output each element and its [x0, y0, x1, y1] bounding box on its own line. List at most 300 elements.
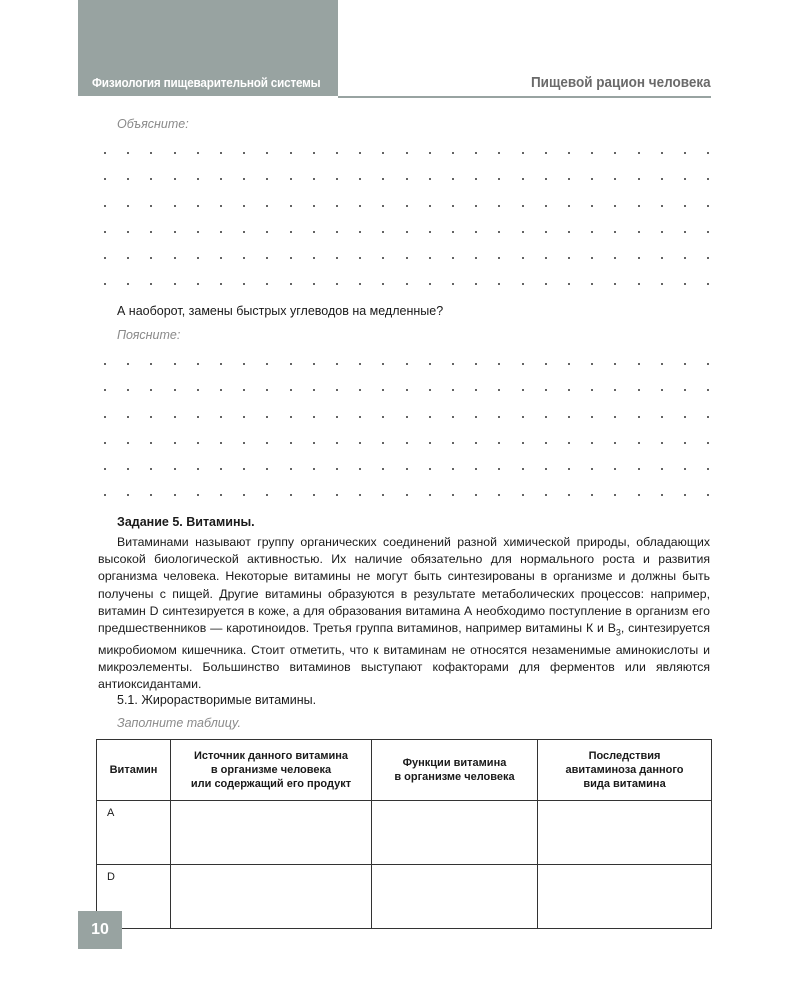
grid-dot: [429, 442, 431, 444]
grid-dot: [336, 494, 338, 496]
grid-dot: [127, 442, 129, 444]
grid-dot: [406, 178, 408, 180]
grid-dot: [290, 468, 292, 470]
grid-dot: [336, 152, 338, 154]
grid-dot: [638, 231, 640, 233]
grid-dot: [429, 152, 431, 154]
grid-dot: [197, 178, 199, 180]
grid-dot: [359, 468, 361, 470]
grid-dot: [684, 416, 686, 418]
cell-functions-input[interactable]: [372, 865, 538, 929]
grid-dot: [382, 416, 384, 418]
grid-dot: [382, 494, 384, 496]
grid-dot: [707, 416, 709, 418]
grid-dot: [661, 494, 663, 496]
grid-dot: [591, 283, 593, 285]
grid-dot: [545, 152, 547, 154]
grid-dot: [359, 416, 361, 418]
grid-dot: [429, 178, 431, 180]
grid-dot: [522, 416, 524, 418]
header-source: [171, 740, 372, 801]
grid-dot: [243, 205, 245, 207]
grid-dot: [568, 152, 570, 154]
grid-dot: [150, 416, 152, 418]
grid-dot: [359, 205, 361, 207]
table-row: [97, 801, 712, 865]
grid-dot: [243, 231, 245, 233]
grid-dot: [220, 231, 222, 233]
grid-dot: [707, 283, 709, 285]
grid-dot: [336, 178, 338, 180]
grid-dot: [266, 231, 268, 233]
grid-dot: [684, 178, 686, 180]
grid-dot: [127, 152, 129, 154]
grid-dot: [545, 416, 547, 418]
grid-dot: [243, 363, 245, 365]
grid-dot: [429, 205, 431, 207]
grid-dot: [197, 283, 199, 285]
grid-dot: [197, 363, 199, 365]
grid-dot: [475, 152, 477, 154]
grid-dot: [498, 363, 500, 365]
grid-dot: [382, 442, 384, 444]
grid-dot: [104, 363, 106, 365]
grid-dot: [359, 231, 361, 233]
grid-dot: [638, 152, 640, 154]
grid-dot: [522, 152, 524, 154]
grid-dot: [243, 442, 245, 444]
grid-dot: [197, 389, 199, 391]
grid-dot: [707, 442, 709, 444]
grid-dot: [104, 416, 106, 418]
grid-dot: [684, 389, 686, 391]
grid-dot: [545, 494, 547, 496]
grid-dot: [266, 178, 268, 180]
grid-dot: [313, 231, 315, 233]
paragraph-tail: , синтезируется микробиомом кишечника. Стоит отметить, что к витаминам не относятся незаменимые аминокислоты и микроэлементы. Большинство витаминов выступают кофакторами для ферментов или являются антиоксидантами.: [98, 621, 710, 692]
grid-dot: [243, 468, 245, 470]
grid-dot: [707, 205, 709, 207]
grid-dot: [313, 257, 315, 259]
grid-dot: [174, 205, 176, 207]
grid-dot: [614, 468, 616, 470]
grid-dot: [336, 468, 338, 470]
grid-dot: [406, 231, 408, 233]
grid-dot: [568, 442, 570, 444]
grid-dot: [313, 416, 315, 418]
grid-dot: [266, 494, 268, 496]
grid-dot: [266, 205, 268, 207]
grid-dot: [359, 257, 361, 259]
grid-dot: [220, 205, 222, 207]
grid-dot: [661, 152, 663, 154]
grid-dot: [522, 231, 524, 233]
grid-dot: [313, 389, 315, 391]
grid-dot: [197, 152, 199, 154]
grid-dot: [498, 494, 500, 496]
grid-dot: [174, 494, 176, 496]
grid-dot: [266, 442, 268, 444]
grid-dot: [290, 283, 292, 285]
grid-dot: [498, 178, 500, 180]
grid-dot: [452, 152, 454, 154]
grid-dot: [313, 442, 315, 444]
grid-dot: [104, 152, 106, 154]
grid-dot: [406, 442, 408, 444]
grid-dot: [475, 205, 477, 207]
grid-dot: [522, 442, 524, 444]
grid-dot: [614, 389, 616, 391]
grid-dot: [406, 152, 408, 154]
grid-dot: [545, 205, 547, 207]
grid-dot: [429, 494, 431, 496]
grid-dot: [150, 257, 152, 259]
grid-dot: [522, 389, 524, 391]
grid-dot: [614, 257, 616, 259]
grid-dot: [127, 363, 129, 365]
cell-source-input[interactable]: [171, 865, 372, 929]
paragraph-main: Витаминами называют группу органических соединений разной химической природы, обладающих высокой биологической активностью. Их наличие обязательно для нормального роста и развития организма человека. Некоторые витамины не могут быть синтезированы в организме и должны быть получены с пищей. Другие витамины образуются в результате метаболических процессов: например, витамин D синтезируется в коже, а для образования витамина А необходимо поступление в организм его предшественников — каротиноидов. Третья группа витаминов, например витамины К и B: [98, 535, 710, 636]
grid-dot: [591, 494, 593, 496]
grid-dot: [452, 231, 454, 233]
grid-dot: [220, 178, 222, 180]
grid-dot: [127, 389, 129, 391]
grid-dot: [336, 442, 338, 444]
grid-dot: [429, 283, 431, 285]
grid-dot: [614, 152, 616, 154]
grid-dot: [406, 389, 408, 391]
grid-dot: [498, 231, 500, 233]
grid-dot: [266, 389, 268, 391]
grid-dot: [591, 468, 593, 470]
grid-dot: [104, 389, 106, 391]
grid-dot: [197, 468, 199, 470]
header-deficiency-label: Последствия авитаминоза данного вида витамина: [565, 750, 684, 790]
grid-dot: [406, 416, 408, 418]
grid-dot: [591, 152, 593, 154]
grid-dot: [452, 442, 454, 444]
header-vitamin: [97, 740, 171, 801]
grid-dot: [591, 363, 593, 365]
grid-dot: [638, 283, 640, 285]
grid-dot: [429, 231, 431, 233]
grid-dot: [290, 152, 292, 154]
grid-dot: [336, 205, 338, 207]
grid-dot: [545, 389, 547, 391]
grid-dot: [290, 416, 292, 418]
grid-dot: [568, 231, 570, 233]
grid-dot: [684, 152, 686, 154]
grid-dot: [313, 283, 315, 285]
page-number: 10: [78, 911, 122, 949]
cell-source-input[interactable]: [171, 801, 372, 865]
task-title: Задание 5. Витамины.: [117, 515, 255, 529]
fill-table-note: Заполните таблицу.: [117, 716, 241, 730]
grid-dot: [313, 205, 315, 207]
grid-dot: [127, 257, 129, 259]
grid-dot: [452, 178, 454, 180]
grid-dot: [545, 468, 547, 470]
grid-dot: [568, 416, 570, 418]
grid-dot: [475, 468, 477, 470]
grid-dot: [197, 416, 199, 418]
cell-vitamin-name: D: [97, 865, 171, 929]
grid-dot: [568, 363, 570, 365]
grid-dot: [568, 283, 570, 285]
grid-dot: [498, 257, 500, 259]
grid-dot: [174, 257, 176, 259]
grid-dot: [614, 178, 616, 180]
grid-dot: [475, 231, 477, 233]
grid-dot: [684, 231, 686, 233]
grid-dot: [638, 178, 640, 180]
grid-dot: [266, 363, 268, 365]
clarify-prompt: Поясните:: [117, 328, 181, 342]
grid-dot: [568, 494, 570, 496]
grid-dot: [614, 231, 616, 233]
grid-dot: [452, 363, 454, 365]
grid-dot: [591, 416, 593, 418]
grid-dot: [220, 363, 222, 365]
grid-dot: [220, 257, 222, 259]
grid-dot: [243, 178, 245, 180]
cell-functions-input[interactable]: [372, 801, 538, 865]
grid-dot: [684, 468, 686, 470]
header-rule: [338, 96, 711, 98]
grid-dot: [498, 389, 500, 391]
grid-dot: [313, 494, 315, 496]
grid-dot: [266, 152, 268, 154]
grid-dot: [614, 416, 616, 418]
grid-dot: [243, 389, 245, 391]
grid-dot: [591, 442, 593, 444]
grid-dot: [336, 231, 338, 233]
grid-dot: [661, 363, 663, 365]
question-text: А наоборот, замены быстрых углеводов на медленные?: [117, 304, 444, 318]
header-functions-label: Функции витамина в организме человека: [394, 757, 515, 783]
grid-dot: [150, 283, 152, 285]
grid-dot: [243, 416, 245, 418]
grid-dot: [290, 205, 292, 207]
grid-dot: [104, 494, 106, 496]
grid-dot: [545, 257, 547, 259]
grid-dot: [498, 442, 500, 444]
grid-dot: [568, 257, 570, 259]
grid-dot: [220, 442, 222, 444]
grid-dot: [197, 205, 199, 207]
grid-dot: [127, 283, 129, 285]
cell-deficiency-input[interactable]: [538, 801, 712, 865]
grid-dot: [684, 205, 686, 207]
subtask-title: 5.1. Жирорастворимые витамины.: [117, 693, 317, 707]
grid-dot: [591, 205, 593, 207]
grid-dot: [429, 468, 431, 470]
grid-dot: [150, 205, 152, 207]
explain-prompt: Объясните:: [117, 117, 189, 131]
grid-dot: [707, 363, 709, 365]
grid-dot: [290, 494, 292, 496]
grid-dot: [568, 205, 570, 207]
grid-dot: [707, 152, 709, 154]
grid-dot: [475, 494, 477, 496]
grid-dot: [568, 178, 570, 180]
grid-dot: [498, 416, 500, 418]
grid-dot: [359, 283, 361, 285]
grid-dot: [498, 205, 500, 207]
grid-dot: [104, 283, 106, 285]
grid-dot: [522, 363, 524, 365]
grid-dot: [313, 468, 315, 470]
grid-dot: [266, 283, 268, 285]
grid-dot: [591, 257, 593, 259]
cell-deficiency-input[interactable]: [538, 865, 712, 929]
grid-dot: [638, 494, 640, 496]
grid-dot: [707, 178, 709, 180]
grid-dot: [382, 363, 384, 365]
grid-dot: [174, 152, 176, 154]
grid-dot: [661, 442, 663, 444]
grid-dot: [197, 494, 199, 496]
grid-dot: [290, 231, 292, 233]
grid-dot: [359, 363, 361, 365]
grid-dot: [104, 178, 106, 180]
grid-dot: [452, 416, 454, 418]
grid-dot: [220, 468, 222, 470]
grid-dot: [336, 363, 338, 365]
grid-dot: [150, 389, 152, 391]
grid-dot: [150, 178, 152, 180]
grid-dot: [104, 468, 106, 470]
grid-dot: [266, 468, 268, 470]
grid-dot: [614, 494, 616, 496]
grid-dot: [382, 283, 384, 285]
grid-dot: [475, 363, 477, 365]
header-section-title: Физиология пищеварительной системы: [92, 75, 321, 90]
grid-dot: [498, 283, 500, 285]
grid-dot: [475, 178, 477, 180]
grid-dot: [243, 257, 245, 259]
table-row: [97, 865, 712, 929]
grid-dot: [429, 389, 431, 391]
grid-dot: [174, 178, 176, 180]
grid-dot: [290, 363, 292, 365]
task-paragraph: [98, 534, 710, 693]
grid-dot: [127, 231, 129, 233]
grid-dot: [707, 389, 709, 391]
grid-dot: [243, 494, 245, 496]
table-header-row: [97, 740, 712, 801]
grid-dot: [174, 389, 176, 391]
grid-dot: [614, 363, 616, 365]
grid-dot: [104, 205, 106, 207]
grid-dot: [707, 494, 709, 496]
grid-dot: [661, 257, 663, 259]
grid-dot: [568, 389, 570, 391]
grid-dot: [452, 494, 454, 496]
cell-vitamin-name: A: [97, 801, 171, 865]
grid-dot: [522, 257, 524, 259]
vitamin-table: [96, 739, 712, 929]
grid-dot: [661, 205, 663, 207]
grid-dot: [452, 205, 454, 207]
grid-dot: [522, 178, 524, 180]
grid-dot: [591, 389, 593, 391]
grid-dot: [197, 257, 199, 259]
grid-dot: [150, 442, 152, 444]
grid-dot: [614, 205, 616, 207]
grid-dot: [220, 152, 222, 154]
grid-dot: [638, 468, 640, 470]
grid-dot: [638, 416, 640, 418]
grid-dot: [243, 283, 245, 285]
grid-dot: [406, 363, 408, 365]
grid-dot: [127, 494, 129, 496]
grid-dot: [429, 257, 431, 259]
header-chapter-title: Пищевой рацион человека: [531, 74, 711, 91]
grid-dot: [707, 468, 709, 470]
grid-dot: [452, 283, 454, 285]
grid-dot: [406, 468, 408, 470]
grid-dot: [359, 178, 361, 180]
grid-dot: [104, 231, 106, 233]
grid-dot: [313, 363, 315, 365]
grid-dot: [475, 257, 477, 259]
grid-dot: [382, 257, 384, 259]
grid-dot: [150, 231, 152, 233]
grid-dot: [406, 283, 408, 285]
grid-dot: [684, 283, 686, 285]
grid-dot: [475, 389, 477, 391]
grid-dot: [614, 442, 616, 444]
grid-dot: [150, 152, 152, 154]
grid-dot: [614, 283, 616, 285]
grid-dot: [127, 205, 129, 207]
grid-dot: [243, 152, 245, 154]
grid-dot: [406, 205, 408, 207]
grid-dot: [684, 494, 686, 496]
grid-dot: [336, 257, 338, 259]
grid-dot: [197, 231, 199, 233]
grid-dot: [684, 363, 686, 365]
grid-dot: [220, 389, 222, 391]
grid-dot: [545, 363, 547, 365]
grid-dot: [382, 468, 384, 470]
grid-dot: [429, 363, 431, 365]
grid-dot: [522, 468, 524, 470]
grid-dot: [545, 442, 547, 444]
grid-dot: [336, 389, 338, 391]
grid-dot: [174, 468, 176, 470]
grid-dot: [336, 416, 338, 418]
grid-dot: [522, 283, 524, 285]
grid-dot: [104, 257, 106, 259]
grid-dot: [220, 416, 222, 418]
grid-dot: [452, 389, 454, 391]
grid-dot: [266, 416, 268, 418]
grid-dot: [638, 389, 640, 391]
grid-dot: [661, 468, 663, 470]
grid-dot: [684, 257, 686, 259]
grid-dot: [591, 178, 593, 180]
grid-dot: [104, 442, 106, 444]
grid-dot: [568, 468, 570, 470]
grid-dot: [174, 231, 176, 233]
grid-dot: [661, 416, 663, 418]
grid-dot: [220, 494, 222, 496]
grid-dot: [290, 178, 292, 180]
grid-dot: [174, 416, 176, 418]
grid-dot: [174, 283, 176, 285]
